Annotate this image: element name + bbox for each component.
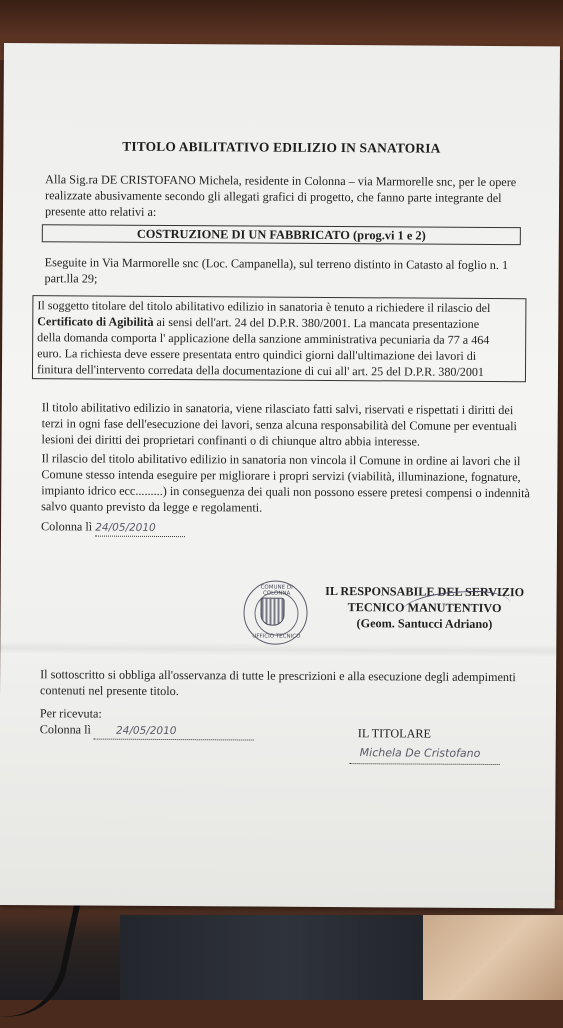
background-floor [423,915,563,1000]
rights-line: lesioni dei diritti dei proprietari confinanti o di chiunque altro abbia interesse. [41,432,421,449]
responsible-office: TECNICO MANUTENTIVO [347,600,502,616]
rights-line: terzi in ogni fase dell'esecuzione dei lavori, senza alcuna responsabilità del Comune per eventuali [41,416,518,434]
comune-line: Il rilascio del titolo abilitativo edilizio in sanatoria non vincola il Comune in ordine ai lavori che il [41,451,521,469]
document-title: TITOLO ABILITATIVO EDILIZIO IN SANATORIA [122,138,441,156]
issue-date-handwritten: 24/05/2010 [95,521,156,534]
responsible-name: (Geom. Santucci Adriano) [356,616,493,631]
comune-paragraph [41,450,530,517]
document-page [0,43,560,908]
rights-paragraph [42,399,518,450]
notice-line: euro. La richiesta deve essere presentata entro quindici giorni dall'ultimazione dei lavori di [37,346,477,363]
undertaking-paragraph [40,666,516,701]
receipt-label: Per ricevuta: [39,706,102,721]
holder-label: IL TITOLARE [357,726,432,741]
background-cloth [120,915,450,1000]
location-line: Eseguite in Via Marmorelle snc (Loc. Campanella), sul terreno distinto in Catasto al foglio n. 1 [44,255,509,273]
holder-signature-field [350,748,500,765]
receipt-block [40,705,254,740]
intro-line: presente atto relativi a: [44,204,157,219]
intro-line: Alla Sig.ra DE CRISTOFANO Michela, residente in Colonna – via Marmorelle snc, per le opere [45,172,517,190]
responsible-title: IL RESPONSABILE DEL SERVIZIO [325,583,525,600]
comune-line: impianto idrico ecc.........) in conseguenza dei quali non possono essere pretesi compensi o indennità [41,483,531,501]
notice-line: della domanda comporta l' applicazione della sanzione amministrativa pecuniaria da 77 a 464 [37,330,490,347]
location-paragraph [45,254,509,289]
agibilita-notice-box [32,295,527,382]
stamp-emblem-icon [260,598,284,626]
rights-line: Il titolo abilitativo edilizio in sanatoria, viene rilasciato fatti salvi, riservati e rispettati i diritti dei [41,400,514,418]
receipt-date-handwritten: 24/05/2010 [115,724,177,738]
holder-signature: Michela De Cristofano [359,746,481,760]
issue-date-row [41,518,185,537]
stamp-text-top: COMUNE DI COLONNA [260,584,293,597]
notice-line: Certificato di Agibilità ai sensi dell'art. 24 del D.P.R. 380/2001. La mancata presentazione [37,314,480,331]
receipt-date-label: Colonna lì [39,722,91,737]
municipal-stamp [243,580,307,644]
undertaking-line: contenuti nel presente titolo. [40,683,179,699]
stamp-text-bottom: UFFICIO TECNICO [252,633,301,640]
receipt-date-field [94,722,254,741]
undertaking-line: Il sottoscritto si obbliga all'osservanza di tutte le prescrizioni e alla esecuzione degli adempimenti [40,667,516,685]
location-line: part.lla 29; [44,271,98,286]
issue-date-label: Colonna lì [41,519,93,534]
comune-line: salvo quanto previsto da legge e regolamenti. [41,499,263,515]
intro-paragraph [45,171,516,222]
subject-heading: COSTRUZIONE DI UN FABBRICATO (prog.vi 1 e 2) [136,226,426,243]
notice-line: Il soggetto titolare del titolo abilitativo edilizio in sanatoria è tenuto a richiedere il rilascio del [37,298,491,315]
comune-line: Comune stesso intenda eseguire per migliorare i propri servizi (viabilità, illuminazione, fognature, [41,467,521,485]
issue-date-field [95,519,185,538]
intro-line: realizzate abusivamente secondo gli allegati grafici di progetto, che fanno parte integrante del [45,188,502,206]
subject-box [42,224,521,245]
notice-text [37,297,521,380]
notice-line: finitura dell'intervento corredata della documentazione di cui all' art. 25 del D.P.R. 380/2001 [36,362,485,379]
